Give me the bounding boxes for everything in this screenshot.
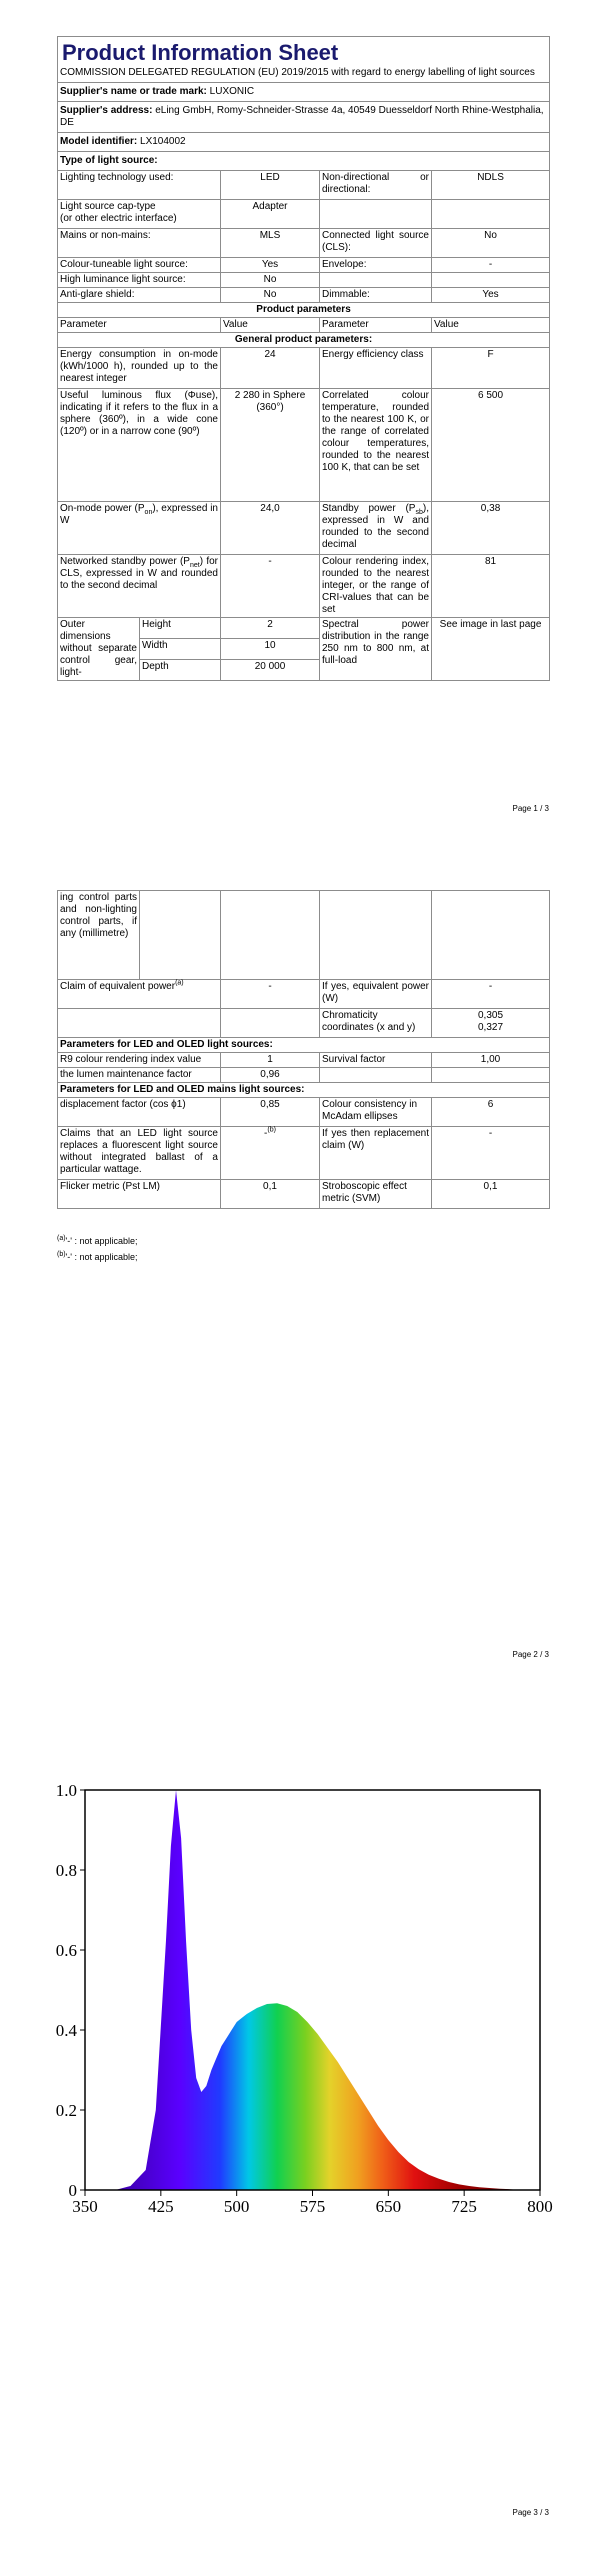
width-label: Width — [140, 639, 221, 660]
param-label: the lumen maintenance factor — [58, 1068, 221, 1083]
x-tick-label: 725 — [451, 2197, 477, 2216]
type-value: Yes — [432, 288, 550, 303]
param-value: 0,96 — [221, 1068, 320, 1083]
height-label: Height — [140, 618, 221, 639]
param-label: Correlated colour temperature, rounded to the nearest 100 K, or the range of correlated colour temperatures, rounded to the nearest 100 K, that can be set — [320, 389, 432, 502]
type-value — [432, 200, 550, 229]
chart-plot — [56, 1781, 553, 2216]
y-tick-label: 0.6 — [55, 1941, 77, 1960]
param-value: 2 280 in Sphere (360°) — [221, 389, 320, 502]
param-label: Survival factor — [320, 1053, 432, 1068]
claim-sup: (a) — [175, 979, 184, 987]
page-number: Page 1 / 3 — [512, 804, 549, 813]
type-value: NDLS — [432, 171, 550, 200]
type-value: No — [221, 288, 320, 303]
param-value: - — [221, 980, 320, 1009]
table-row — [58, 891, 550, 980]
chroma-x: 0,305 — [477, 1010, 504, 1021]
page-number: Page 2 / 3 — [512, 1650, 549, 1659]
page-number: Page 3 / 3 — [512, 2508, 549, 2517]
col-header: Parameter — [58, 318, 221, 333]
netstandby-label: Networked standby power (P — [60, 556, 190, 567]
type-value: No — [432, 229, 550, 258]
y-tick-label: 1.0 — [55, 1781, 77, 1800]
param-label: Stroboscopic effect metric (SVM) — [320, 1180, 432, 1209]
y-tick-label: 0.4 — [55, 2021, 77, 2040]
param-value: 1,00 — [432, 1053, 550, 1068]
type-label: Colour-tuneable light source: — [58, 258, 221, 273]
info-table — [57, 36, 550, 681]
type-value: MLS — [221, 229, 320, 258]
table-row — [58, 389, 550, 502]
type-row — [58, 200, 550, 229]
type-label: Lighting technology used: — [58, 171, 221, 200]
param-value: 24 — [221, 348, 320, 389]
param-value: 6 — [432, 1098, 550, 1127]
footnote-text: '-' : not applicable; — [65, 1252, 138, 1262]
param-value — [432, 1009, 550, 1038]
type-label: Mains or non-mains: — [58, 229, 221, 258]
type-value: Yes — [221, 258, 320, 273]
general-heading: General product parameters: — [58, 333, 550, 348]
spectral-value: See image in last page — [432, 618, 550, 681]
type-label — [320, 273, 432, 288]
footnote-mark: (a) — [57, 1235, 66, 1242]
param-label: R9 colour rendering index value — [58, 1053, 221, 1068]
type-row — [58, 171, 550, 200]
type-row — [58, 258, 550, 273]
param-value: 0,1 — [221, 1180, 320, 1209]
outer-dimensions-label-cont: ing control parts and non-lighting control parts, if any (millimetre) — [58, 891, 140, 980]
spectrum-chart — [55, 1770, 553, 2216]
param-label: If yes then replacement claim (W) — [320, 1127, 432, 1180]
regulation-text: COMMISSION DELEGATED REGULATION (EU) 2019/2015 with regard to energy labelling of light sources — [60, 67, 535, 78]
page-title: Product Information Sheet — [62, 40, 339, 65]
x-tick-label: 575 — [299, 2197, 326, 2216]
page-3 — [0, 1680, 603, 2560]
param-label: Useful luminous flux (Φuse), indicating if it refers to the flux in a sphere (360º), in a wide cone (120º) or in a narrow cone (90º) — [58, 389, 221, 502]
standby-label-end: ), expressed in W and rounded to the second decimal — [322, 503, 429, 550]
standby-label: Standby power (P — [322, 503, 416, 514]
type-heading: Type of light source: — [58, 152, 550, 171]
param-value: 6 500 — [432, 389, 550, 502]
width-value: 10 — [221, 639, 320, 660]
info-table-continued — [57, 890, 550, 1209]
table-row — [58, 618, 550, 639]
standby-sub: sb — [415, 509, 423, 516]
supplier-value: LUXONIC — [209, 86, 255, 97]
param-label: Flicker metric (Pst LM) — [58, 1180, 221, 1209]
spectrum-area — [115, 1790, 520, 2190]
table-row — [58, 1098, 550, 1127]
param-value: 1 — [221, 1053, 320, 1068]
info-sheet-continued — [57, 890, 549, 1209]
param-value: 0,85 — [221, 1098, 320, 1127]
param-label — [320, 502, 432, 555]
param-value: 0,38 — [432, 502, 550, 555]
netstandby-label-end: ) for CLS, expressed in W and rounded to the second decimal — [60, 556, 218, 591]
footnote-mark: (b) — [57, 1251, 66, 1258]
col-header: Value — [221, 318, 320, 333]
param-label: displacement factor (cos ϕ1) — [58, 1098, 221, 1127]
type-label: Connected light source (CLS): — [320, 229, 432, 258]
table-row — [58, 1068, 550, 1083]
param-label: Energy efficiency class — [320, 348, 432, 389]
type-row — [58, 273, 550, 288]
height-value: 2 — [221, 618, 320, 639]
param-value: - — [432, 1127, 550, 1180]
onpower-sub: on — [144, 509, 153, 516]
netstandby-sub: net — [189, 562, 200, 569]
type-value: Adapter — [221, 200, 320, 229]
type-row — [58, 229, 550, 258]
info-sheet — [57, 36, 549, 681]
y-tick-label: 0.2 — [55, 2101, 77, 2120]
supplier-label: Supplier's name or trade mark: — [60, 86, 207, 97]
depth-value: 20 000 — [221, 660, 320, 681]
spectral-label: Spectral power distribution in the range 250 nm to 800 nm, at full-load — [320, 618, 432, 681]
param-label — [58, 502, 221, 555]
type-label: Dimmable: — [320, 288, 432, 303]
col-header: Value — [432, 318, 550, 333]
param-value: F — [432, 348, 550, 389]
x-tick-label: 500 — [223, 2197, 250, 2216]
address-label: Supplier's address: — [60, 105, 153, 116]
param-label: Energy consumption in on-mode (kWh/1000 h), rounded up to the nearest integer — [58, 348, 221, 389]
onpower-label-end: ), expressed in W — [60, 503, 218, 526]
onpower-label: On-mode power (P — [60, 503, 145, 514]
param-value: - — [432, 980, 550, 1009]
param-value: 24,0 — [221, 502, 320, 555]
claim-label: Claim of equivalent power — [60, 981, 176, 992]
x-tick-label: 350 — [72, 2197, 98, 2216]
product-params-heading: Product parameters — [58, 303, 550, 318]
outer-dimensions-label: Outer dimensions without separate control gear, light- — [58, 618, 140, 681]
replace-sup: (b) — [267, 1126, 276, 1134]
model-label: Model identifier: — [60, 136, 138, 147]
type-label: Envelope: — [320, 258, 432, 273]
param-label: Colour rendering index, rounded to the nearest integer, or the range of CRI-values that can be set — [320, 555, 432, 618]
chroma-y: 0,327 — [477, 1022, 504, 1033]
type-row — [58, 288, 550, 303]
type-value: - — [432, 258, 550, 273]
footnote-text: '-' : not applicable; — [65, 1236, 138, 1246]
page-2 — [0, 820, 603, 1680]
replace-value: - — [264, 1128, 268, 1139]
type-label — [320, 200, 432, 229]
type-label: Anti-glare shield: — [58, 288, 221, 303]
table-row — [58, 1127, 550, 1180]
col-header: Parameter — [320, 318, 432, 333]
param-label: Chromaticity coordinates (x and y) — [320, 1009, 432, 1038]
type-value: No — [221, 273, 320, 288]
param-label: Claims that an LED light source replaces a fluorescent light source without integrated ballast of a particular wattage. — [58, 1127, 221, 1180]
table-row — [58, 1180, 550, 1209]
type-label: Non-directional or directional: — [320, 171, 432, 200]
y-tick-label: 0 — [68, 2181, 77, 2200]
x-tick-label: 800 — [527, 2197, 553, 2216]
type-value — [432, 273, 550, 288]
x-tick-label: 650 — [375, 2197, 402, 2216]
x-tick-label: 425 — [148, 2197, 174, 2216]
address-value: eLing GmbH, Romy-Schneider-Strasse 4a, 40549 Duesseldorf North Rhine-Westphalia, DE — [60, 105, 544, 128]
footnote-a — [57, 1235, 138, 1247]
param-label: Colour consistency in McAdam ellipses — [320, 1098, 432, 1127]
led-heading: Parameters for LED and OLED light sources: — [58, 1038, 550, 1053]
y-tick-label: 0.8 — [55, 1861, 77, 1880]
type-label: Light source cap-type (or other electric interface) — [58, 200, 221, 229]
table-row — [58, 555, 550, 618]
table-row — [58, 1009, 550, 1038]
table-row — [58, 980, 550, 1009]
footnote-b — [57, 1251, 138, 1263]
param-label — [58, 980, 221, 1009]
param-value: - — [221, 555, 320, 618]
mains-heading: Parameters for LED and OLED mains light sources: — [58, 1083, 550, 1098]
page-1 — [0, 0, 603, 820]
table-row — [58, 348, 550, 389]
table-row — [58, 1053, 550, 1068]
param-label — [58, 555, 221, 618]
param-label: If yes, equivalent power (W) — [320, 980, 432, 1009]
type-label: High luminance light source: — [58, 273, 221, 288]
type-value: LED — [221, 171, 320, 200]
depth-label: Depth — [140, 660, 221, 681]
param-value — [221, 1127, 320, 1180]
table-row — [58, 502, 550, 555]
model-value: LX104002 — [140, 136, 186, 147]
param-value: 81 — [432, 555, 550, 618]
param-value: 0,1 — [432, 1180, 550, 1209]
